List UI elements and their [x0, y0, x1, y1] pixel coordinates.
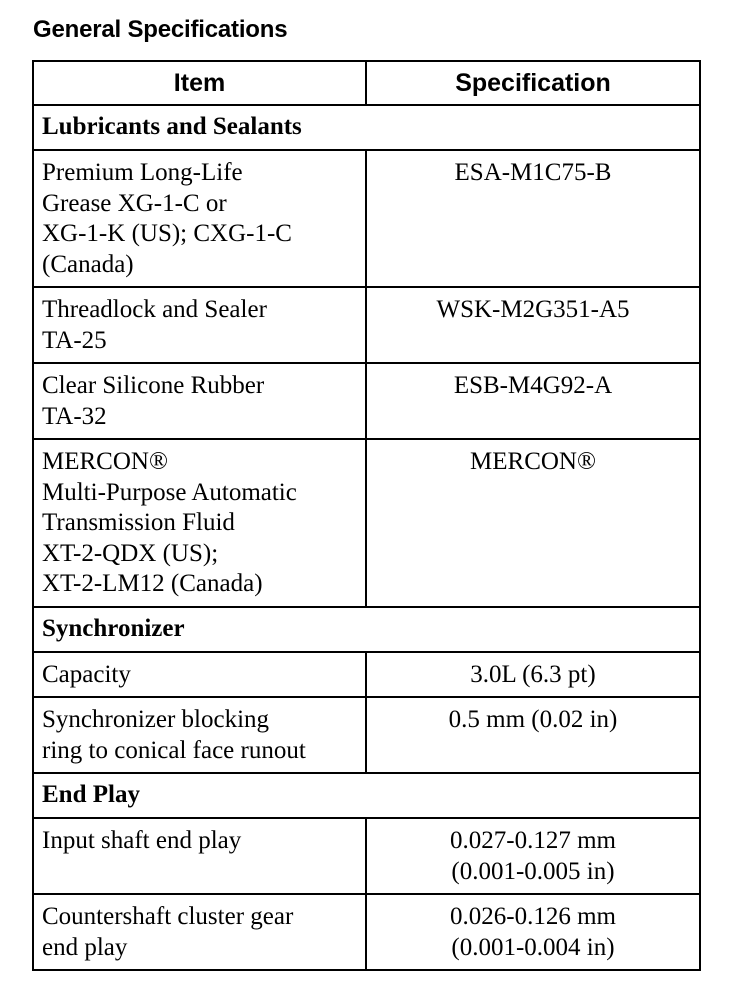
item-text-line: Countershaft cluster gear — [42, 903, 294, 930]
section-heading: Synchronizer — [33, 607, 700, 652]
specification-text-line: WSK-M2G351-A5 — [436, 296, 630, 323]
specification-cell — [366, 697, 700, 773]
column-header-specification: Specification — [366, 61, 700, 105]
table-row — [33, 652, 700, 698]
specification-text-line: 0.5 mm (0.02 in) — [448, 706, 618, 733]
item-text-line: MERCON® — [42, 448, 168, 475]
item-text-line: Transmission Fluid — [42, 509, 235, 536]
item-text-line: ring to conical face runout — [42, 736, 306, 764]
specification-cell — [366, 652, 700, 698]
specification-text-line: ESB-M4G92-A — [453, 372, 613, 399]
table-row — [33, 150, 700, 287]
item-text-line: TA-32 — [42, 402, 107, 430]
section-row — [33, 607, 700, 652]
item-text-line: Capacity — [42, 660, 131, 688]
item-cell — [33, 652, 366, 698]
section-row — [33, 773, 700, 818]
table-row — [33, 894, 700, 970]
page-title: General Specifications — [33, 16, 288, 43]
item-text-line: XT-2-LM12 (Canada) — [42, 570, 263, 597]
item-cell — [33, 287, 366, 363]
item-text-line: XT-2-QDX (US); — [42, 539, 219, 567]
item-text-line: (Canada) — [42, 250, 134, 278]
item-cell — [33, 697, 366, 773]
table-body — [33, 105, 700, 970]
item-cell — [33, 894, 366, 970]
specification-text-line: (0.001-0.005 in) — [451, 857, 615, 885]
specification-text-line: 3.0L (6.3 pt) — [470, 660, 596, 688]
item-text-line: Grease XG-1-C or — [42, 189, 227, 217]
specification-text-line: (0.001-0.004 in) — [451, 933, 615, 961]
specification-cell — [366, 150, 700, 287]
table-row — [33, 287, 700, 363]
item-cell — [33, 439, 366, 607]
item-text-line: XG-1-K (US); CXG-1-C — [42, 220, 292, 247]
section-heading: End Play — [33, 773, 700, 818]
specification-cell — [366, 287, 700, 363]
item-text-line: Input shaft end play — [42, 827, 242, 854]
table-row — [33, 363, 700, 439]
item-text-line: Threadlock and Sealer — [42, 296, 267, 323]
item-text-line: Clear Silicone Rubber — [42, 372, 265, 399]
table-row — [33, 439, 700, 607]
item-text-line: Premium Long-Life — [42, 159, 243, 186]
table-row — [33, 818, 700, 894]
specification-text-line: 0.027-0.127 mm — [450, 827, 616, 854]
table-header-row — [33, 61, 700, 105]
item-cell — [33, 150, 366, 287]
specification-text-line: MERCON® — [470, 448, 596, 475]
specification-cell — [366, 439, 700, 607]
section-heading: Lubricants and Sealants — [33, 105, 700, 150]
item-text-line: Multi-Purpose Automatic — [42, 478, 297, 506]
item-text-line: TA-25 — [42, 326, 107, 354]
table-row — [33, 697, 700, 773]
section-row — [33, 105, 700, 150]
column-header-item: Item — [33, 61, 366, 105]
specification-cell — [366, 363, 700, 439]
item-text-line: end play — [42, 933, 128, 961]
specification-cell — [366, 894, 700, 970]
specification-text-line: 0.026-0.126 mm — [450, 903, 616, 930]
item-cell — [33, 363, 366, 439]
specification-cell — [366, 818, 700, 894]
specification-text-line: ESA-M1C75-B — [454, 159, 612, 186]
item-text-line: Synchronizer blocking — [42, 706, 270, 733]
specifications-table — [32, 60, 701, 971]
item-cell — [33, 818, 366, 894]
